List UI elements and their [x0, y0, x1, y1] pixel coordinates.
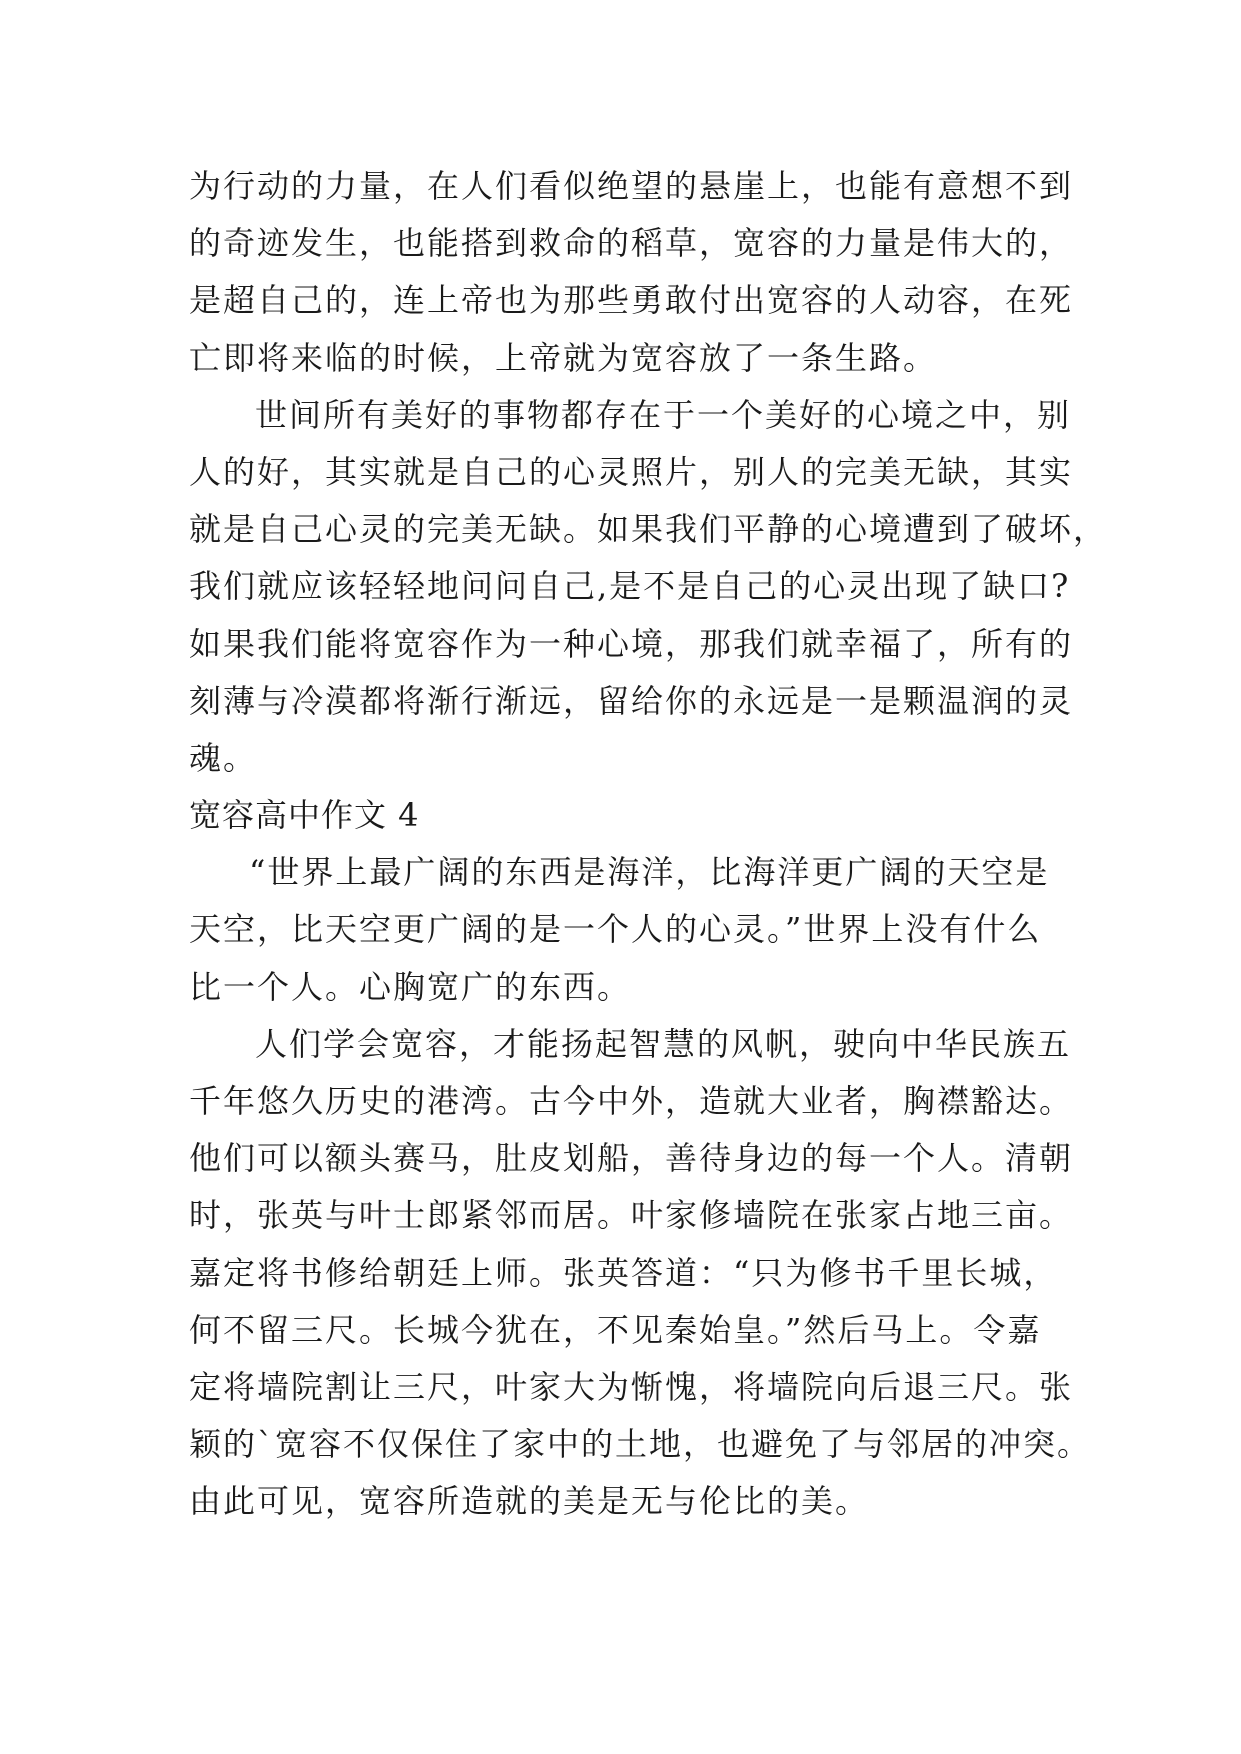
text-line: 千年悠久历史的港湾。古今中外，造就大业者，胸襟豁达。	[189, 1082, 1074, 1120]
text-line: 魂。	[189, 738, 258, 777]
text-line: 天空，比天空更广阔的是一个人的心灵。”世界上没有什么	[189, 910, 1042, 949]
text-line: 颖的`宽容不仅保住了家中的土地，也避免了与邻居的冲突。	[189, 1425, 1092, 1464]
text-line: 定将墙院割让三尺，叶家大为惭愧，将墙院向后退三尺。张	[189, 1367, 1074, 1406]
paragraph-3	[189, 844, 1069, 1016]
text-line: 嘉定将书修给朝廷上师。张英答道：“只为修书千里长城，	[189, 1253, 1058, 1292]
document-page	[189, 158, 1108, 1531]
text-line: 是超自己的，连上帝也为那些勇敢付出宽容的人动容，在死	[189, 281, 1074, 320]
text-line: 就是自己心灵的完美无缺。如果我们平静的心境遭到了破坏，	[189, 510, 1108, 549]
text-line: 我们就应该轻轻地问问自己,是不是自己的心灵出现了缺口?	[189, 567, 1071, 606]
text-line: 为行动的力量，在人们看似绝望的悬崖上，也能有意想不到	[189, 167, 1074, 205]
text-line: 人们学会宽容，才能扬起智慧的风帆，驶向中华民族五	[255, 1024, 1072, 1063]
text-line: 的奇迹发生，也能搭到救命的稻草，宽容的力量是伟大的，	[189, 224, 1074, 263]
text-line: “世界上最广阔的东西是海洋，比海洋更广阔的天空是	[249, 853, 1050, 892]
text-line: 世间所有美好的事物都存在于一个美好的心境之中，别	[255, 395, 1072, 434]
text-line: 何不留三尺。长城今犹在，不见秦始皇。”然后马上。令嘉	[189, 1310, 1042, 1349]
text-line: 由此可见，宽容所造就的美是无与伦比的美。	[189, 1482, 870, 1521]
text-line: 刻薄与冷漠都将渐行渐远，留给你的永远是一是颗温润的灵	[189, 681, 1074, 720]
paragraph-2	[189, 387, 1108, 787]
paragraph-4	[189, 1016, 1092, 1531]
paragraph-1	[189, 158, 1074, 387]
text-line: 亡即将来临的时候，上帝就为宽容放了一条生路。	[189, 338, 938, 377]
text-line: 他们可以额头赛马，肚皮划船，善待身边的每一个人。清朝	[189, 1139, 1074, 1178]
text-line: 人的好，其实就是自己的心灵照片，别人的完美无缺，其实	[189, 452, 1074, 491]
text-line: 比一个人。心胸宽广的东西。	[189, 967, 632, 1006]
text-line: 如果我们能将宽容作为一种心境，那我们就幸福了，所有的	[189, 624, 1074, 663]
section-heading: 宽容高中作文 4	[189, 796, 420, 835]
text-line: 时，张英与叶士郎紧邻而居。叶家修墙院在张家占地三亩。	[189, 1196, 1074, 1235]
